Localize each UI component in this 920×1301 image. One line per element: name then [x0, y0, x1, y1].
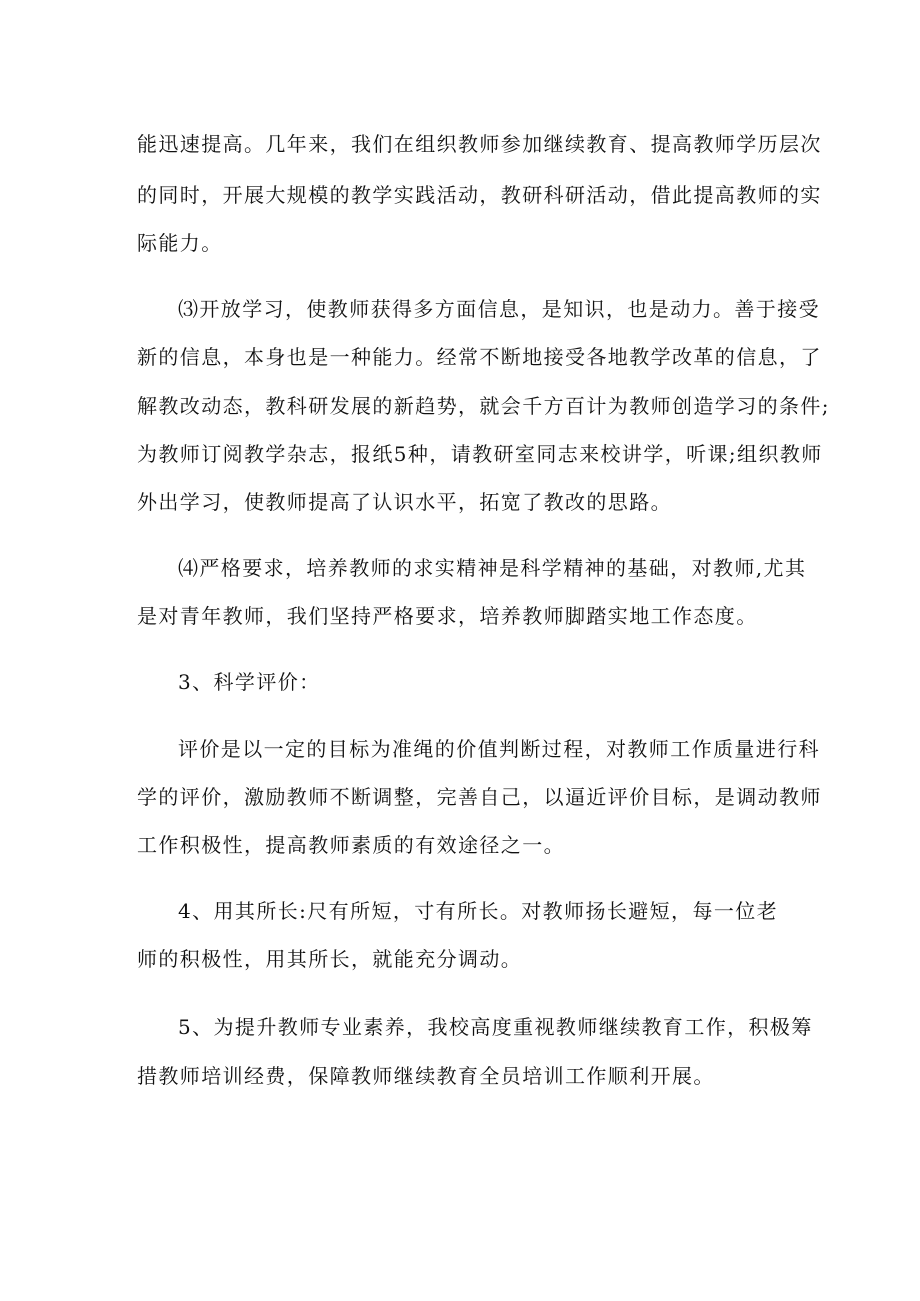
text-line: 工作积极性，提高教师素质的有效途径之一。	[137, 833, 565, 857]
text-line: 际能力。	[137, 231, 223, 255]
text-line: 评价是以一定的目标为准绳的价值判断过程，对教师工作质量进行科	[178, 737, 820, 761]
text-line: 措教师培训经费，保障教师继续教育全员培训工作顺利开展。	[137, 1064, 715, 1088]
text-line: 的同时，开展大规模的教学实践活动，教研科研活动，借此提高教师的实	[137, 183, 822, 207]
text-line: 师的积极性，用其所长，就能充分调动。	[137, 947, 523, 971]
text-line: 解教改动态，教科研发展的新趋势，就会千方百计为教师创造学习的条件;	[137, 394, 830, 418]
text-line: 学的评价，激励教师不断调整，完善自己，以逼近评价目标，是调动教师	[137, 785, 822, 809]
text-line: 为教师订阅教学杂志，报纸5种，请教研室同志来校讲学，听课;组织教师	[137, 442, 823, 466]
text-line: 能迅速提高。几年来，我们在组织教师参加继续教育、提高教师学历层次	[137, 132, 822, 156]
text-line: ⑶开放学习，使教师获得多方面信息，是知识，也是动力。善于接受	[178, 297, 820, 321]
text-line: ⑷严格要求，培养教师的求实精神是科学精神的基础，对教师,尤其	[178, 556, 807, 580]
text-line: 是对青年教师，我们坚持严格要求，培养教师脚踏实地工作态度。	[137, 604, 758, 628]
text-line: 新的信息，本身也是一种能力。经常不断地接受各地教学改革的信息，了	[137, 345, 822, 369]
text-line: 4、用其所长:尺有所短，寸有所长。对教师扬长避短，每一位老	[178, 899, 779, 923]
text-line: 5、为提升教师专业素养，我校高度重视教师继续教育工作，积极筹	[178, 1015, 813, 1039]
text-line: 外出学习，使教师提高了认识水平，拓宽了教改的思路。	[137, 490, 672, 514]
text-line: 3、科学评价：	[178, 670, 321, 694]
